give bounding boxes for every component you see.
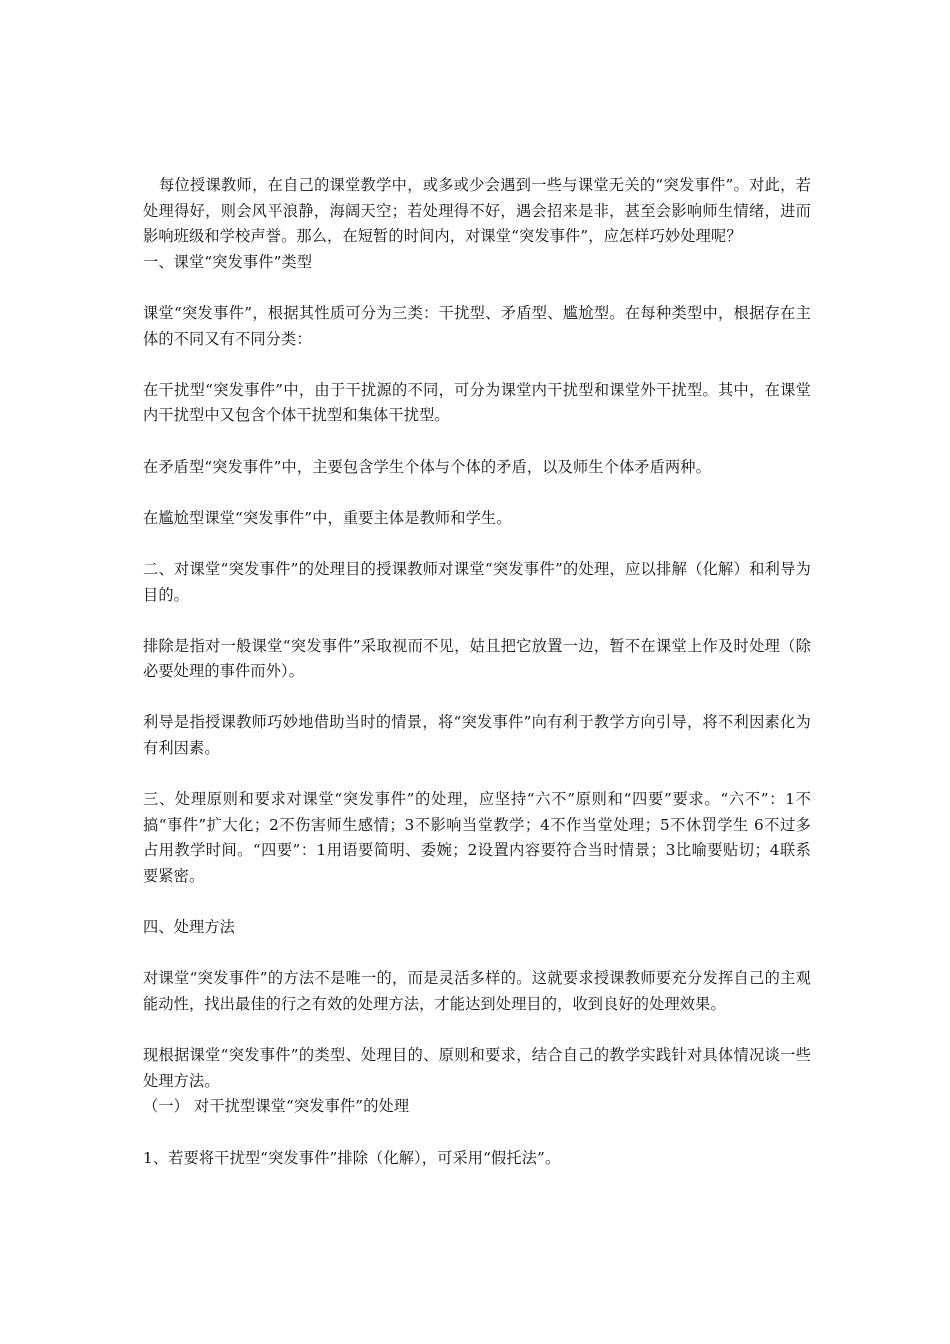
guidance-paragraph: 利导是指授课教师巧妙地借助当时的情景，将“突发事件”向有利于教学方向引导，将不利因素化为有利因素。 — [143, 713, 811, 758]
awkward-paragraph: 在尴尬型课堂“突发事件”中，重要主体是教师和学生。 — [143, 508, 512, 527]
method-item-1: 1、若要将干扰型“突发事件”排除（化解），可采用“假托法”。 — [143, 1148, 561, 1167]
intro-paragraph: 每位授课教师，在自己的课堂教学中，或多或少会遇到一些与课堂无关的“突发事件”。对此，若处理得好，则会风平浪静，海阔天空；若处理得不好，遇会招来是非，甚至会影响师生情绪，进而影响班级和学校声誉。那么，在短暂的时间内，对课堂“突发事件”，应怎样巧妙处理呢？ — [143, 176, 811, 246]
methods-paragraph: 对课堂“突发事件”的方法不是唯一的，而是灵活多样的。这就要求授课教师要充分发挥自己的主观能动性，找出最佳的行之有效的处理方法，才能达到处理目的，收到良好的处理效果。 — [143, 969, 811, 1013]
section-heading-principles: 三、处理原则和要求对课堂“突发事件”的处理，应坚持“六不”原则和“四要”要求。“六不”：1不搞“事件”扩大化；2不伤害师生感情；3不影响当堂教学；4不作当堂处理；5不休罚学生 6不过多占用教学时间。“四要”：1用语要简明、委婉；2设置内容要符合当时情景；3比喻要贴切；4联系要紧密。 — [143, 790, 811, 886]
conflict-paragraph: 在矛盾型“突发事件”中，主要包含学生个体与个体的矛盾，以及师生个体矛盾两种。 — [143, 457, 711, 476]
section-heading-methods: 四、处理方法 — [143, 918, 236, 937]
section-heading-types: 一、课堂“突发事件”类型 — [143, 252, 313, 271]
document-body — [143, 173, 811, 1171]
interference-paragraph: 在干扰型“突发事件”中，由于干扰源的不同，可分为课堂内干扰型和课堂外干扰型。其中，在课堂内干扰型中又包含个体干扰型和集体干扰型。 — [143, 380, 811, 425]
approach-paragraph: 现根据课堂“突发事件”的类型、处理目的、原则和要求，结合自己的教学实践针对具体情况谈一些处理方法。 — [143, 1046, 811, 1090]
elimination-paragraph: 排除是指对一般课堂“突发事件”采取视而不见，姑且把它放置一边，暂不在课堂上作及时处理（除必要处理的事件而外）。 — [143, 636, 811, 681]
subsection-heading-interference: （一） 对干扰型课堂“突发事件”的处理 — [143, 1097, 410, 1116]
section-heading-purpose: 二、对课堂“突发事件”的处理目的授课教师对课堂“突发事件”的处理，应以排解（化解）和利导为目的。 — [143, 559, 811, 604]
types-paragraph: 课堂“突发事件”，根据其性质可分为三类：干扰型、矛盾型、尴尬型。在每种类型中，根据存在主体的不同又有不同分类： — [143, 303, 811, 348]
